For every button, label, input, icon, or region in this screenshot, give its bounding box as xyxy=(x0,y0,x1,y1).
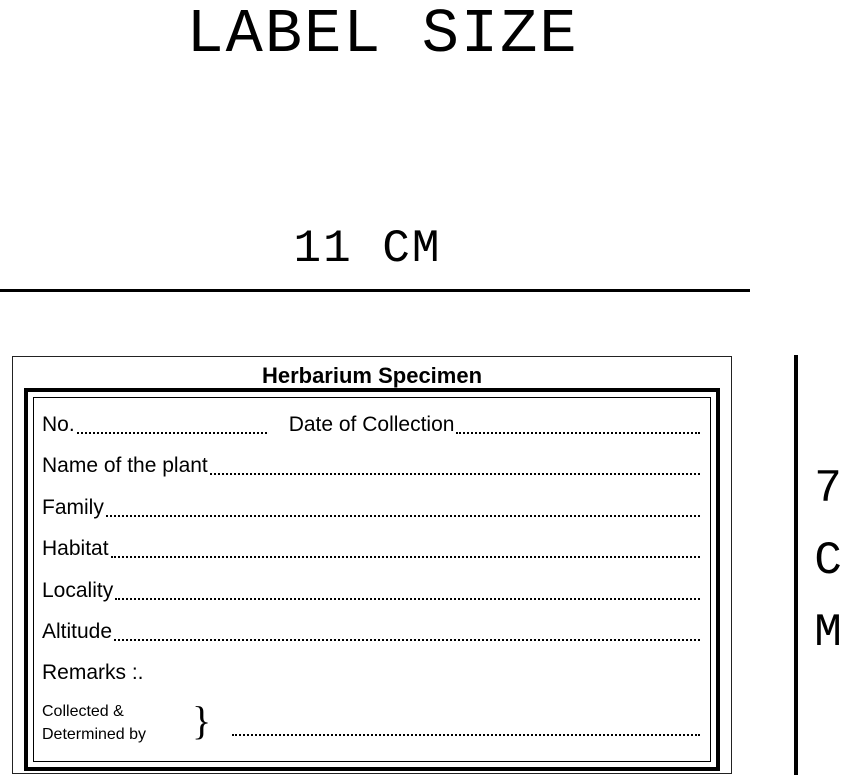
width-dimension-label: 11 CM xyxy=(293,223,442,275)
plant-name-field[interactable] xyxy=(210,457,700,475)
remarks-label: Remarks :. xyxy=(42,661,144,684)
collected-determined-label xyxy=(42,700,146,746)
label-outer-frame xyxy=(24,388,720,771)
locality-label: Locality xyxy=(42,579,114,602)
number-field[interactable] xyxy=(77,416,267,434)
collected-label-line1: Collected & xyxy=(42,703,124,720)
family-row xyxy=(42,495,700,521)
plant-name-label: Name of the plant xyxy=(42,454,208,477)
altitude-label: Altitude xyxy=(42,620,113,643)
label-inner-frame xyxy=(33,397,711,762)
collected-determined-field[interactable] xyxy=(232,730,700,736)
number-date-row xyxy=(42,412,700,438)
height-dimension-line xyxy=(794,355,798,775)
habitat-field[interactable] xyxy=(111,540,700,558)
locality-field[interactable] xyxy=(115,582,700,600)
collected-label-line2: Determined by xyxy=(42,726,147,743)
card-title: Herbarium Specimen xyxy=(261,363,483,388)
habitat-label: Habitat xyxy=(42,537,109,560)
page-title: LABEL SIZE xyxy=(186,0,579,70)
date-of-collection-label: Date of Collection xyxy=(288,413,455,436)
height-dimension-char: C xyxy=(814,535,842,587)
altitude-row xyxy=(42,619,700,645)
family-label: Family xyxy=(42,496,104,519)
family-field[interactable] xyxy=(106,499,700,517)
habitat-row xyxy=(42,536,700,562)
brace-symbol: } xyxy=(192,698,212,743)
locality-row xyxy=(42,578,700,604)
height-dimension-char: M xyxy=(814,607,842,659)
height-dimension-char: 7 xyxy=(814,463,842,515)
herbarium-label-card xyxy=(12,356,732,774)
width-dimension-line xyxy=(0,289,750,292)
remarks-row xyxy=(42,660,700,686)
altitude-field[interactable] xyxy=(114,623,700,641)
number-label: No. xyxy=(42,413,75,436)
date-of-collection-field[interactable] xyxy=(456,416,700,434)
plant-name-row xyxy=(42,453,700,479)
